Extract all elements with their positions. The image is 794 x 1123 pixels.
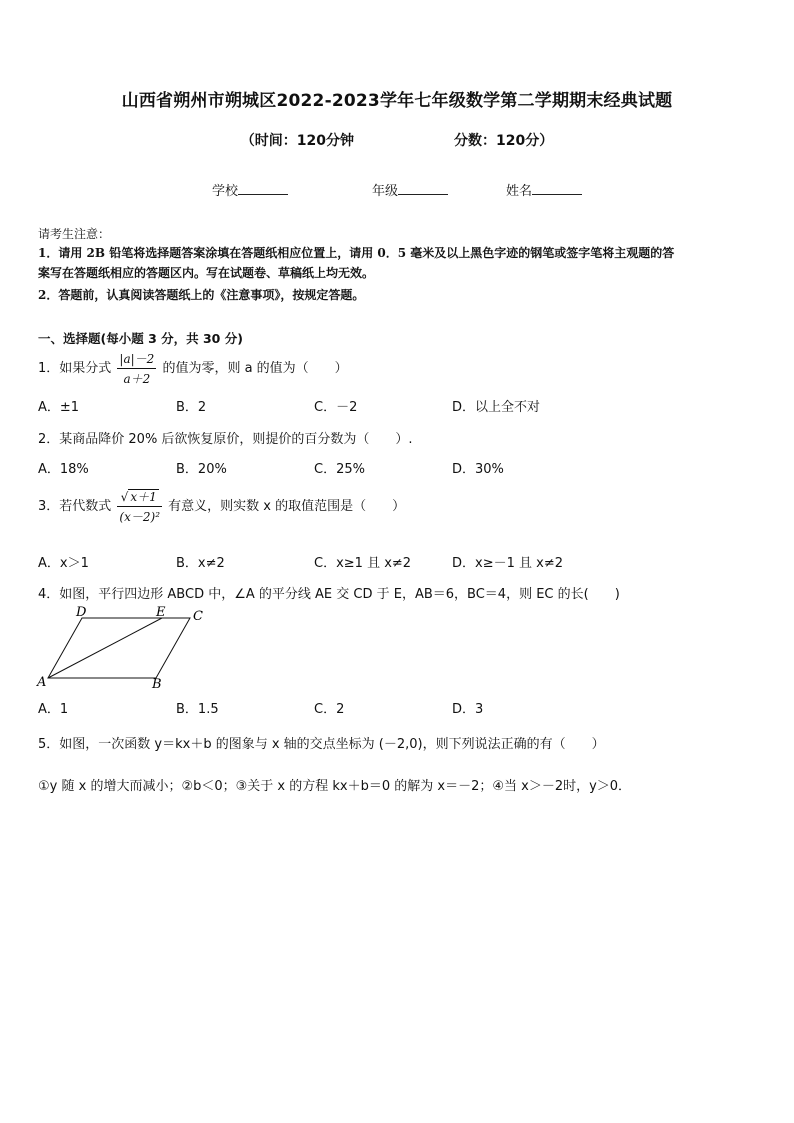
- name-label: 姓名: [506, 184, 533, 199]
- q3-option-a[interactable]: A．x＞1: [38, 556, 89, 571]
- q4-option-b[interactable]: B．1.5: [176, 702, 219, 717]
- q1-fraction: [117, 350, 156, 387]
- q3-numerator: [117, 488, 162, 507]
- question-1: [38, 350, 348, 387]
- section-heading: 一、选择题(每小题 3 分，共 30 分): [38, 331, 243, 346]
- q1-option-b[interactable]: B．2: [176, 400, 207, 415]
- page-title: 山西省朔州市朔城区2022-2023学年七年级数学第二学期期末经典试题: [121, 91, 673, 111]
- exam-info: [0, 130, 794, 150]
- q2-option-d[interactable]: D．30%: [452, 462, 504, 477]
- q1-prefix: 1．如果分式: [38, 361, 112, 376]
- grade-field: [372, 180, 448, 199]
- q3-suffix: 有意义，则实数 x 的取值范围是（ ）: [168, 499, 406, 514]
- q1-option-a[interactable]: A．±1: [38, 400, 80, 415]
- notice-item-2: 2．答题前，认真阅读答题纸上的《注意事项》，按规定答题。: [38, 288, 365, 302]
- label-c: C: [193, 609, 203, 624]
- q2-option-c[interactable]: C．25%: [314, 462, 365, 477]
- sqrt-symbol: √: [120, 490, 129, 504]
- school-label: 学校: [212, 184, 239, 199]
- parallelogram-abcd: [48, 618, 190, 678]
- question-3: [38, 488, 405, 525]
- q3-fraction: [117, 488, 162, 525]
- name-blank: [532, 181, 582, 195]
- q3-radicand: x＋1: [130, 490, 157, 504]
- label-b: B: [152, 677, 162, 690]
- parallelogram-figure: [34, 604, 214, 690]
- exam-score: 分数：120分）: [454, 133, 554, 149]
- notice-heading: 请考生注意：: [38, 227, 111, 241]
- notice-item-1-line-1: 1．请用 2B 铅笔将选择题答案涂填在答题纸相应位置上，请用 0．5 毫米及以上黑色字迹的钢笔或签字笔将主观题的答: [38, 246, 675, 260]
- q2-option-b[interactable]: B．20%: [176, 462, 227, 477]
- q3-prefix: 3．若代数式: [38, 499, 112, 514]
- q3-option-d[interactable]: D．x≥－1 且 x≠2: [452, 556, 563, 571]
- question-2: 2．某商品降价 20% 后欲恢复原价，则提价的百分数为（ ）.: [38, 432, 413, 447]
- q4-option-c[interactable]: C．2: [314, 702, 345, 717]
- q4-option-a[interactable]: A．1: [38, 702, 69, 717]
- q1-option-c[interactable]: C．－2: [314, 400, 358, 415]
- name-field: [506, 180, 582, 199]
- grade-blank: [398, 181, 448, 195]
- question-5: 5．如图，一次函数 y＝kx＋b 的图象与 x 轴的交点坐标为 (－2,0)，则下列说法正确的有（ ）: [38, 737, 605, 752]
- q3-denominator: (x－2)²: [119, 510, 160, 524]
- q3-option-c[interactable]: C．x≥1 且 x≠2: [314, 556, 412, 571]
- notice-item-1-line-2: 案写在答题纸相应的答题区内。写在试题卷、草稿纸上均无效。: [38, 266, 375, 280]
- grade-label: 年级: [372, 184, 399, 199]
- q3-option-b[interactable]: B．x≠2: [176, 556, 225, 571]
- label-a: A: [37, 675, 47, 690]
- q1-numerator: |a|－2: [117, 350, 156, 369]
- q2-option-a[interactable]: A．18%: [38, 462, 89, 477]
- q4-option-d[interactable]: D．3: [452, 702, 484, 717]
- q5-statements: ①y 随 x 的增大而减小；②b＜0；③关于 x 的方程 kx＋b＝0 的解为 x＝－2；④当 x＞－2时，y＞0．: [38, 779, 632, 794]
- label-e: E: [156, 605, 166, 620]
- q1-suffix: 的值为零，则 a 的值为（ ）: [162, 361, 348, 376]
- label-d: D: [76, 605, 87, 620]
- exam-time: （时间：120分钟: [240, 133, 354, 149]
- school-field: [212, 180, 288, 199]
- q1-denominator: a＋2: [123, 372, 151, 386]
- school-blank: [238, 181, 288, 195]
- q1-option-d[interactable]: D．以上全不对: [452, 400, 541, 415]
- question-4: 4．如图，平行四边形 ABCD 中，∠A 的平分线 AE 交 CD 于 E，AB＝6，BC＝4，则 EC 的长( ): [38, 587, 620, 602]
